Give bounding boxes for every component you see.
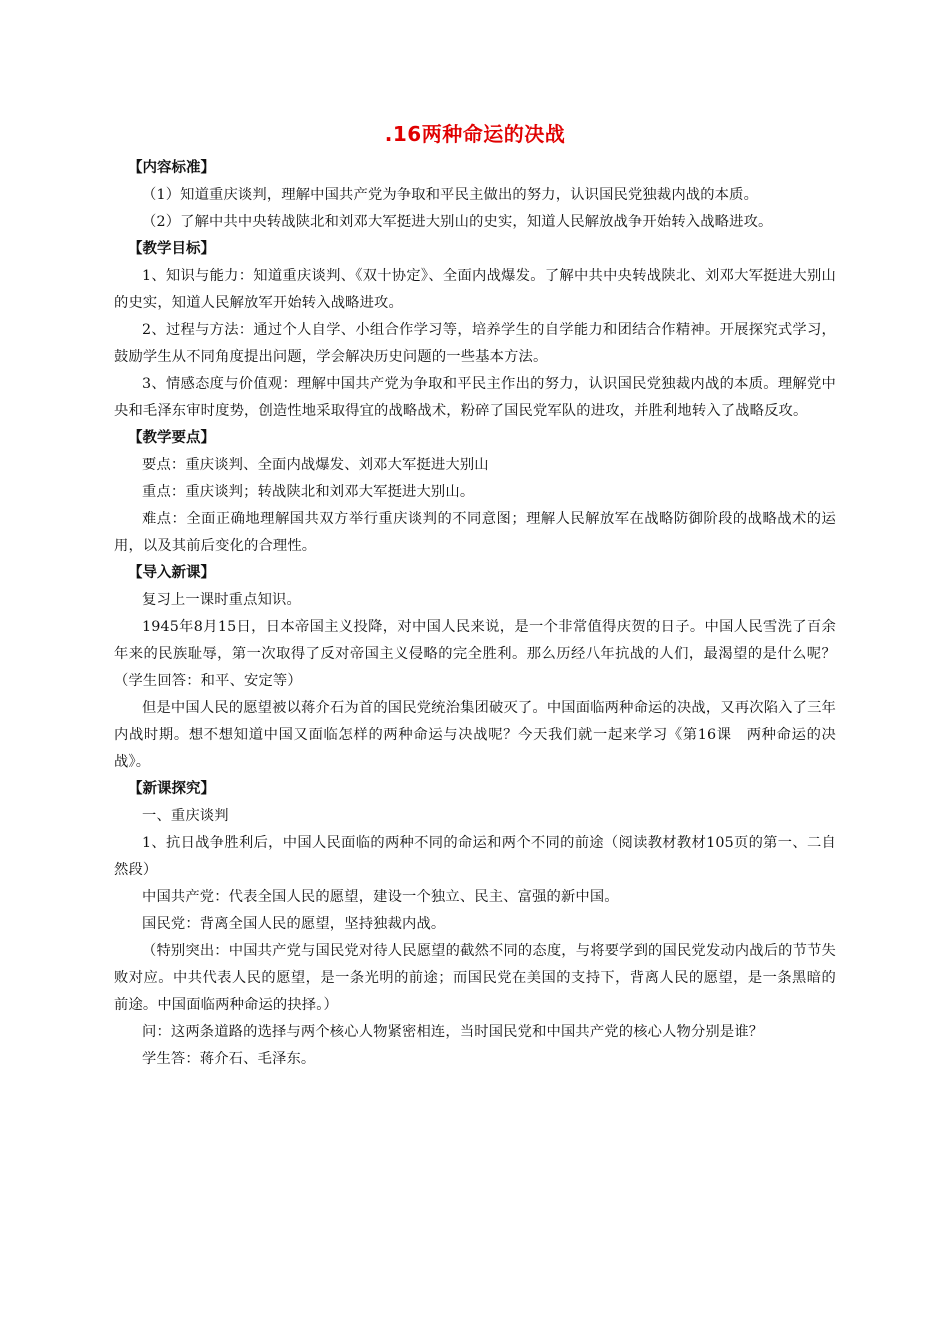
heading-content-standard: 【内容标准】 [128, 160, 215, 176]
heading-intro: 【导入新课】 [128, 565, 215, 581]
paragraph: 要点：重庆谈判、全面内战爆发、刘邓大军挺进大别山 [142, 457, 489, 473]
paragraph: 难点：全面正确地理解国共双方举行重庆谈判的不同意图；理解人民解放军在战略防御阶段的战略战术的运用，以及其前后变化的合理性。 [114, 511, 836, 554]
heading-teaching-goals: 【教学目标】 [128, 241, 215, 257]
paragraph: （2）了解中共中央转战陕北和刘邓大军挺进大别山的史实，知道人民解放战争开始转入战略进攻。 [142, 214, 773, 230]
paragraph: 2、过程与方法：通过个人自学、小组合作学习等，培养学生的自学能力和团结合作精神。开展探究式学习，鼓励学生从不同角度提出问题，学会解决历史问题的一些基本方法。 [114, 322, 836, 365]
paragraph: 一、重庆谈判 [142, 808, 229, 824]
paragraph: 但是中国人民的愿望被以蒋介石为首的国民党统治集团破灭了。中国面临两种命运的决战，又再次陷入了三年内战时期。想不想知道中国又面临怎样的两种命运与决战呢？今天我们就一起来学习《第16课 两种命运的决战》。 [114, 700, 836, 770]
paragraph: 重点：重庆谈判；转战陕北和刘邓大军挺进大别山。 [142, 484, 475, 500]
paragraph: （1）知道重庆谈判，理解中国共产党为争取和平民主做出的努力，认识国民党独裁内战的本质。 [142, 187, 759, 203]
paragraph: （特别突出：中国共产党与国民党对待人民愿望的截然不同的态度，与将要学到的国民党发动内战后的节节失败对应。中共代表人民的愿望，是一条光明的前途；而国民党在美国的支持下，背离人民的愿望，是一条黑暗的前途。中国面临两种命运的抉择。） [114, 943, 836, 1013]
heading-new-lesson: 【新课探究】 [128, 781, 215, 797]
paragraph: 学生答：蒋介石、毛泽东。 [142, 1051, 316, 1067]
heading-key-points: 【教学要点】 [128, 430, 215, 446]
document-title: .16两种命运的决战 [384, 122, 566, 146]
document-page [114, 118, 836, 1073]
paragraph: 1、知识与能力：知道重庆谈判、《双十协定》、全面内战爆发。了解中共中央转战陕北、刘邓大军挺进大别山的史实，知道人民解放军开始转入战略进攻。 [114, 268, 836, 311]
paragraph: 复习上一课时重点知识。 [142, 592, 301, 608]
paragraph: 1945年8月15日，日本帝国主义投降，对中国人民来说，是一个非常值得庆贺的日子。中国人民雪洗了百余年来的民族耻辱，第一次取得了反对帝国主义侵略的完全胜利。那么历经八年抗战的人们，最渴望的是什么呢？（学生回答：和平、安定等） [114, 619, 836, 689]
paragraph: 3、情感态度与价值观：理解中国共产党为争取和平民主作出的努力，认识国民党独裁内战的本质。理解党中央和毛泽东审时度势，创造性地采取得宜的战略战术，粉碎了国民党军队的进攻，并胜利地转入了战略反攻。 [114, 376, 836, 419]
paragraph: 中国共产党：代表全国人民的愿望，建设一个独立、民主、富强的新中国。 [142, 889, 619, 905]
paragraph: 1、抗日战争胜利后，中国人民面临的两种不同的命运和两个不同的前途（阅读教材教材105页的第一、二自然段） [114, 835, 836, 878]
paragraph: 问：这两条道路的选择与两个核心人物紧密相连，当时国民党和中国共产党的核心人物分别是谁？ [142, 1024, 764, 1040]
paragraph: 国民党：背离全国人民的愿望，坚持独裁内战。 [142, 916, 446, 932]
